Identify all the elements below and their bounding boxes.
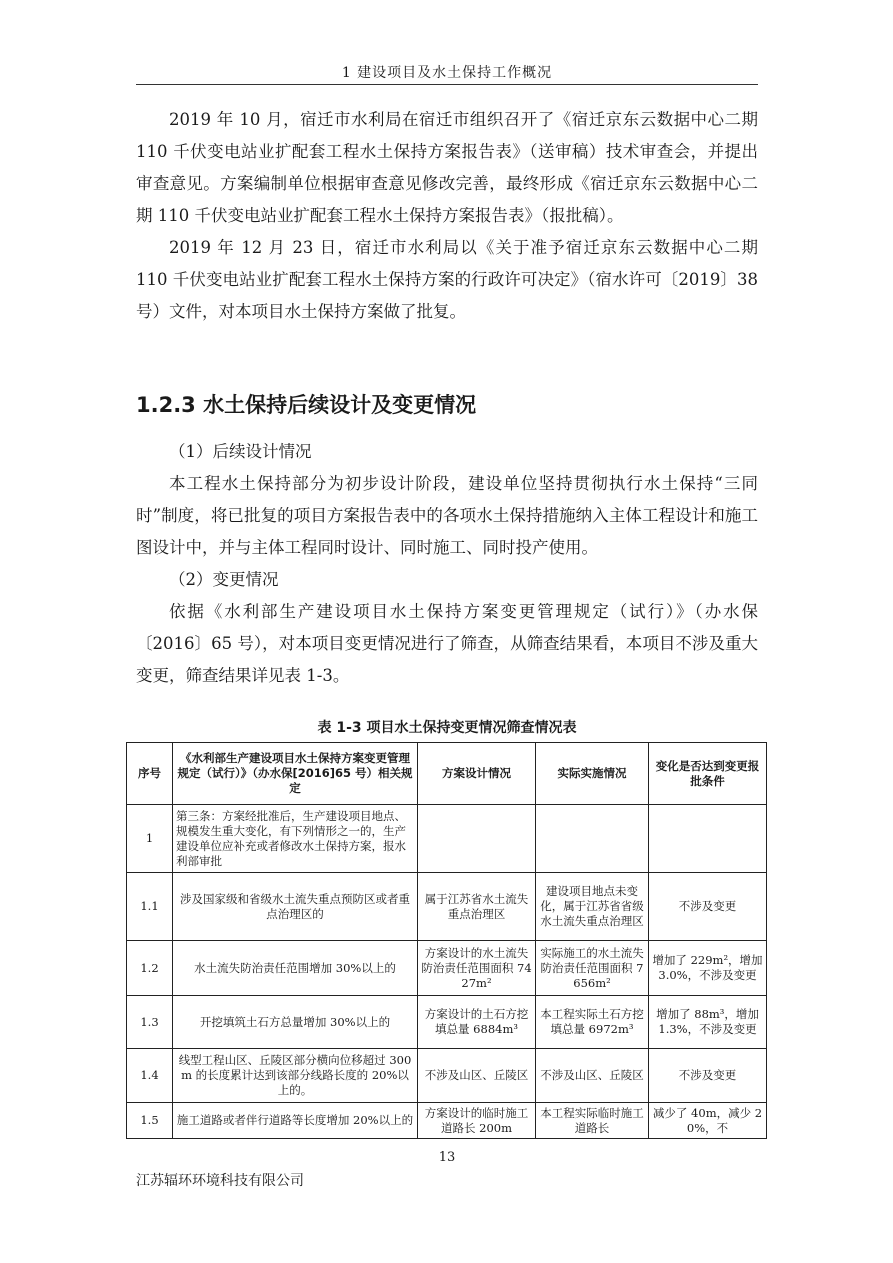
cell-index: 1.1 — [127, 873, 173, 941]
table-row — [127, 873, 767, 941]
cell-plan: 属于江苏省水土流失重点治理区 — [418, 873, 536, 941]
cell-index: 1 — [127, 805, 173, 873]
header-rule — [136, 84, 758, 85]
cell-actual: 不涉及山区、丘陵区 — [536, 1049, 649, 1103]
header-cell: 序号 — [127, 743, 173, 805]
paragraph-review-meeting: 2019 年 10 月，宿迁市水利局在宿迁市组织召开了《宿迁京东云数据中心二期 110 千伏变电站业扩配套工程水土保持方案报告表》（送审稿）技术审查会，并提出审查意见。方案编制单位根据审查意见修改完善，最终形成《宿迁京东云数据中心二期 110 千伏变电站业扩配套工程水土保持方案报告表》（报批稿）。 — [136, 110, 758, 225]
cell-actual: 建设项目地点未变化，属于江苏省省级水土流失重点治理区 — [536, 873, 649, 941]
page-number: 13 — [438, 1150, 456, 1165]
company-name: 江苏辐环环境科技有限公司 — [136, 1173, 304, 1189]
header-cell: 变化是否达到变更报批条件 — [649, 743, 767, 805]
cell-regulation: 线型工程山区、丘陵区部分横向位移超过 300m 的长度累计达到该部分线路长度的 20%以上的。 — [173, 1049, 418, 1103]
cell-actual — [536, 805, 649, 873]
cell-plan: 方案设计的水土流失防治责任范围面积 7427m² — [418, 941, 536, 996]
table-title: 表 1-3 项目水土保持变更情况筛查情况表 — [317, 720, 577, 736]
cell-actual: 本工程实际土石方挖填总量 6972m³ — [536, 996, 649, 1049]
cell-result: 不涉及变更 — [649, 873, 767, 941]
paragraph-approval: 2019 年 12 月 23 日，宿迁市水利局以《关于准予宿迁京东云数据中心二期 110 千伏变电站业扩配套工程水土保持方案的行政许可决定》（宿水许可〔2019〕38 号）文件，对本项目水土保持方案做了批复。 — [136, 238, 758, 321]
cell-result: 增加了 229m²，增加 3.0%，不涉及变更 — [649, 941, 767, 996]
cell-actual: 本工程实际临时施工道路长 — [536, 1103, 649, 1139]
table-row — [127, 805, 767, 873]
intro-text — [136, 104, 758, 328]
cell-regulation: 水土流失防治责任范围增加 30%以上的 — [173, 941, 418, 996]
cell-regulation: 涉及国家级和省级水土流失重点预防区或者重点治理区的 — [173, 873, 418, 941]
section-heading: 1.2.3 水土保持后续设计及变更情况 — [136, 393, 477, 417]
cell-index: 1.2 — [127, 941, 173, 996]
cell-result: 增加了 88m³，增加 1.3%，不涉及变更 — [649, 996, 767, 1049]
cell-regulation: 开挖填筑土石方总量增加 30%以上的 — [173, 996, 418, 1049]
subheading-followup-design: （1）后续设计情况 — [169, 442, 312, 461]
page-header: 1 建设项目及水土保持工作概况 — [341, 65, 553, 81]
header-cell: 《水利部生产建设项目水土保持方案变更管理规定（试行）》（办水保[2016]65 号）相关规定 — [173, 743, 418, 805]
cell-actual: 实际施工的水土流失防治责任范围面积 7656m² — [536, 941, 649, 996]
header-cell: 方案设计情况 — [418, 743, 536, 805]
cell-plan — [418, 805, 536, 873]
table-row — [127, 941, 767, 996]
subheading-change: （2）变更情况 — [169, 570, 279, 589]
cell-plan: 不涉及山区、丘陵区 — [418, 1049, 536, 1103]
cell-result — [649, 805, 767, 873]
paragraph-change: 依据《水利部生产建设项目水土保持方案变更管理规定（试行）》（办水保〔2016〕65 号），对本项目变更情况进行了筛查，从筛查结果看，本项目不涉及重大变更，筛查结果详见表 1-3。 — [136, 602, 758, 685]
change-screening-table — [126, 742, 767, 1139]
cell-regulation: 施工道路或者伴行道路等长度增加 20%以上的 — [173, 1103, 418, 1139]
cell-index: 1.5 — [127, 1103, 173, 1139]
cell-plan: 方案设计的土石方挖填总量 6884m³ — [418, 996, 536, 1049]
cell-regulation: 第三条：方案经批准后，生产建设项目地点、规模发生重大变化，有下列情形之一的，生产建设单位应补充或者修改水土保持方案，报水利部审批 — [173, 805, 418, 873]
cell-index: 1.4 — [127, 1049, 173, 1103]
cell-result: 减少了 40m，减少 20%，不 — [649, 1103, 767, 1139]
cell-index: 1.3 — [127, 996, 173, 1049]
table-row — [127, 996, 767, 1049]
cell-plan: 方案设计的临时施工道路长 200m — [418, 1103, 536, 1139]
table-header-row — [127, 743, 767, 805]
table-row — [127, 1103, 767, 1139]
table-row — [127, 1049, 767, 1103]
header-cell: 实际实施情况 — [536, 743, 649, 805]
cell-result: 不涉及变更 — [649, 1049, 767, 1103]
section-body — [136, 436, 758, 692]
paragraph-followup-design: 本工程水土保持部分为初步设计阶段，建设单位坚持贯彻执行水土保持“三同时”制度，将已批复的项目方案报告表中的各项水土保持措施纳入主体工程设计和施工图设计中，并与主体工程同时设计、同时施工、同时投产使用。 — [136, 474, 758, 557]
